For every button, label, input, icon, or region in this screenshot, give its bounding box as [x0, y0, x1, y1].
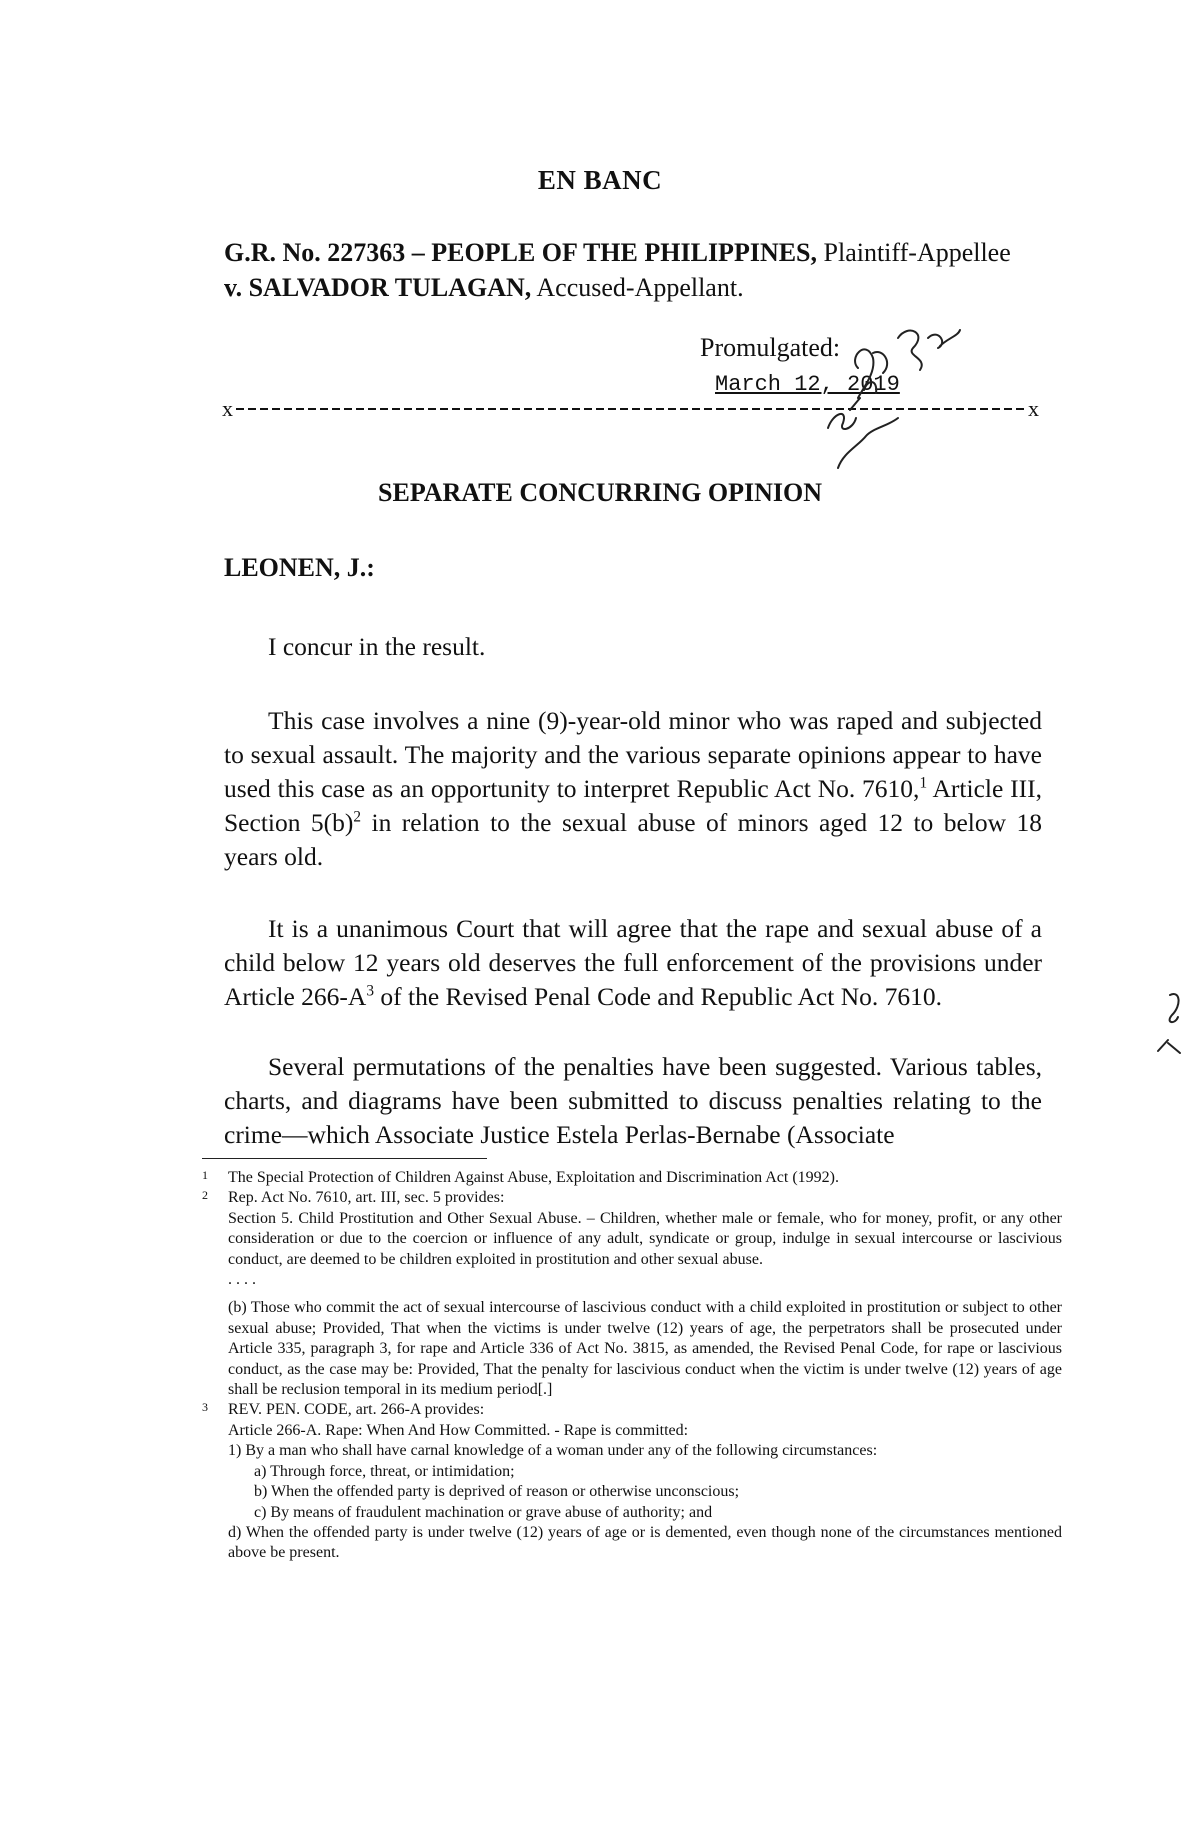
- case-number: G.R. No. 227363 –: [224, 238, 425, 267]
- paragraph-3-text: [224, 912, 1042, 1014]
- footnotes: [202, 1168, 1062, 1564]
- accused-name: SALVADOR TULAGAN,: [248, 273, 532, 302]
- paragraph-2-part-a: This case involves a nine (9)-year-old minor who was raped and subjected to sexual assault. The majority and the various separate opinions appear to have used this case as an opportunity to interpret Republic Act No. 7610,: [224, 706, 1042, 803]
- footnote-3: [202, 1400, 1062, 1563]
- opinion-title: SEPARATE CONCURRING OPINION: [378, 478, 822, 507]
- paragraph-1: [224, 630, 1042, 664]
- paragraph-3: [224, 912, 1042, 1014]
- footnote-3-number: 3: [202, 1400, 208, 1415]
- court-division: EN BANC: [537, 165, 663, 195]
- plaintiff-name: PEOPLE OF THE PHILIPPINES,: [431, 238, 818, 267]
- footnote-ref-3: 3: [366, 982, 374, 1000]
- footnote-rule: [202, 1158, 487, 1159]
- promulgated-date: March 12, 2019: [715, 372, 900, 397]
- footnote-2-clause-b: (b) Those who commit the act of sexual intercourse of lascivious conduct with a child exploited in prostitution or subject to other sexual abuse; Provided, That when the victims is under twelve (12) years of age, the perpetrators shall be prosecuted under Article 335, paragraph 3, for rape and Article 336 of Act No. 3815, as amended, the Revised Penal Code, for rape or lascivious conduct, as the case may be: Provided, That the penalty for lascivious conduct when the victim is under twelve (12) years of age shall be reclusion temporal in its medium period[.]: [228, 1299, 1062, 1399]
- marginal-initial: [1150, 985, 1190, 1055]
- opinion-author: LEONEN, J.:: [224, 553, 375, 582]
- footnote-3-item-b: b) When the offended party is deprived of reason or otherwise unconscious;: [254, 1483, 740, 1501]
- footnote-2-number: 2: [202, 1188, 208, 1203]
- footnote-1: [202, 1168, 1062, 1188]
- footnote-3-item-c: c) By means of fraudulent machination or grave abuse of authority; and: [254, 1503, 713, 1521]
- case-caption: [224, 235, 1011, 305]
- paragraph-4: [224, 1050, 1042, 1152]
- caption-line-1: [224, 235, 1011, 270]
- footnote-3-intro: REV. PEN. CODE, art. 266-A provides:: [228, 1401, 485, 1419]
- footnote-1-text: The Special Protection of Children Against Abuse, Exploitation and Discrimination Act (1992).: [228, 1169, 840, 1186]
- svg-text:x: x: [1028, 396, 1039, 421]
- footnote-ref-1: 1: [919, 774, 928, 792]
- svg-text:x: x: [222, 396, 233, 421]
- paragraph-2-part-b: Article III, Section 5(b): [224, 774, 1042, 837]
- paragraph-2-part-c: in relation to the sexual abuse of minors aged 12 to below 18 years old.: [224, 808, 1042, 871]
- footnote-2-section-5: Section 5. Child Prostitution and Other Sexual Abuse. – Children, whether male or female, who for money, profit, or any other consideration or due to the coercion or influence of any adult, syndicate or group, indulge in sexual intercourse or lascivious conduct, are deemed to be children exploited in prostitution and other sexual abuse.: [228, 1209, 1062, 1268]
- paragraph-1-text: I concur in the result.: [268, 632, 486, 661]
- footnote-3-item-d: d) When the offended party is under twelve (12) years of age or is demented, even though none of the circumstances mentioned above be present.: [228, 1523, 1062, 1562]
- caption-line-2: [224, 270, 1011, 305]
- footnote-3-article: Article 266-A. Rape: When And How Committed. - Rape is committed:: [228, 1421, 689, 1439]
- footnote-ref-2: 2: [353, 808, 362, 826]
- accused-role: Accused-Appellant.: [536, 273, 744, 302]
- versus: v.: [224, 273, 243, 302]
- footnote-2: [202, 1188, 1062, 1400]
- footnote-3-item-1: 1) By a man who shall have carnal knowledge of a woman under any of the following circumstances:: [228, 1442, 878, 1460]
- paragraph-2: [224, 704, 1042, 874]
- footnote-3-item-a: a) Through force, threat, or intimidation;: [254, 1462, 515, 1480]
- promulgated-label: Promulgated:: [700, 333, 841, 362]
- paragraph-4-text: Several permutations of the penalties have been suggested. Various tables, charts, and diagrams have been submitted to discuss penalties relating to the crime—which Associate Justice Estela Perlas-Bernabe (Associate: [224, 1052, 1042, 1149]
- handwritten-signature: [788, 318, 968, 478]
- paragraph-3-part-a: It is a unanimous Court that will agree that the rape and sexual abuse of a child below 12 years old deserves the full enforcement of the provisions under Article 266-A: [224, 914, 1042, 1011]
- plaintiff-role: Plaintiff-Appellee: [823, 238, 1011, 267]
- paragraph-2-text: [224, 704, 1042, 874]
- footnote-2-ellipsis: . . . .: [228, 1271, 256, 1289]
- paragraph-3-part-b: of the Revised Penal Code and Republic Act No. 7610.: [374, 982, 942, 1011]
- footnote-2-intro: Rep. Act No. 7610, art. III, sec. 5 provides:: [228, 1189, 505, 1207]
- footnote-1-number: 1: [202, 1168, 208, 1182]
